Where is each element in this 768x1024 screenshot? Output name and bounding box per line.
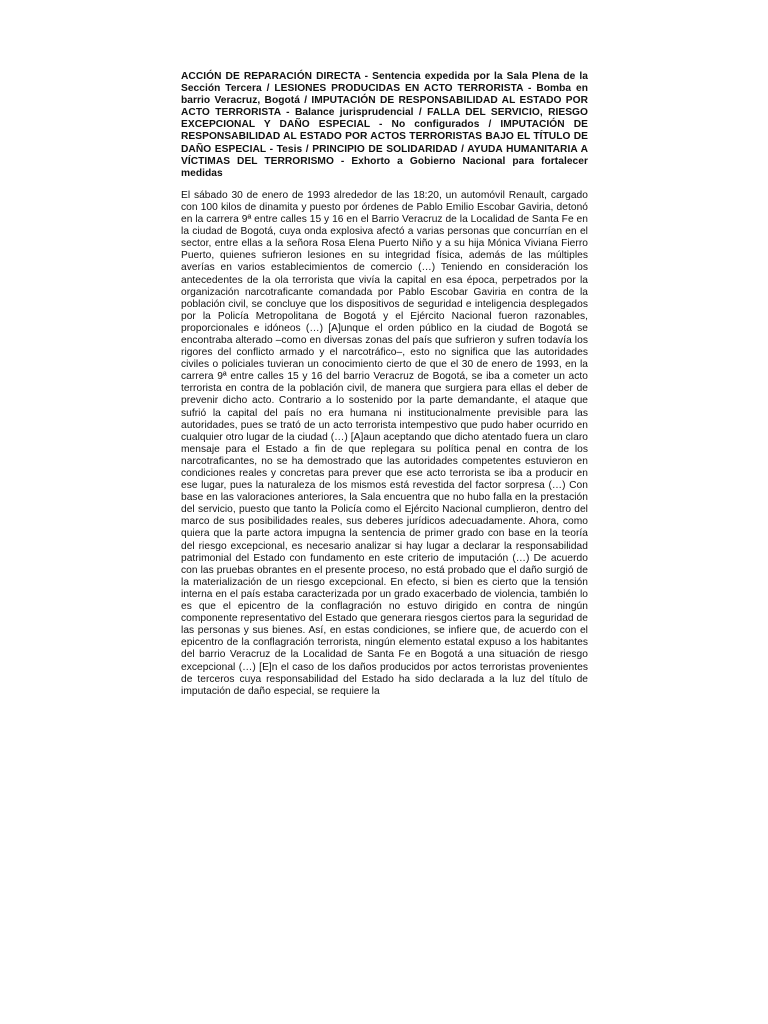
document-summary-heading: ACCIÓN DE REPARACIÓN DIRECTA - Sentencia expedida por la Sala Plena de la Sección Tercera / LESIONES PRODUCIDAS EN ACTO TERRORISTA - Bomba en barrio Veracruz, Bogotá / IMPUTACIÓN DE RESPONSABILIDAD AL ESTADO POR ACTO TERRORISTA - Balance jurisprudencial / FALLA DEL SERVICIO, RIESGO EXCEPCIONAL Y DAÑO ESPECIAL - No configurados / IMPUTACIÓN DE RESPONSABILIDAD AL ESTADO POR ACTOS TERRORISTAS BAJO EL TÍTULO DE DAÑO ESPECIAL - Tesis / PRINCIPIO DE SOLIDARIDAD / AYUDA HUMANITARIA A VÍCTIMAS DEL TERRORISMO - Exhorto a Gobierno Nacional para fortalecer medidas <box>181 71 588 179</box>
document-page <box>181 71 588 698</box>
document-body-paragraph: El sábado 30 de enero de 1993 alrededor de las 18:20, un automóvil Renault, cargado con 100 kilos de dinamita y puesto por órdenes de Pablo Emilio Escobar Gaviria, detonó en la carrera 9ª entre calles 15 y 16 en el Barrio Veracruz de la Localidad de Santa Fe en la ciudad de Bogotá, cuya onda explosiva afectó a varias personas que concurrían en el sector, entre ellas a la señora Rosa Elena Puerto Niño y a su hija Mónica Viviana Fierro Puerto, quienes sufrieron lesiones en su integridad física, además de las múltiples averías en varios establecimientos de comercio (…) Teniendo en consideración los antecedentes de la ola terrorista que vivía la capital en esa época, perpetrados por la organización narcotraficante comandada por Pablo Escobar Gaviria en contra de la población civil, se concluye que los dispositivos de seguridad e inteligencia desplegados por la Policía Metropolitana de Bogotá y el Ejército Nacional fueron razonables, proporcionales e idóneos (…) [A]unque el orden público en la ciudad de Bogotá se encontraba alterado –como en diversas zonas del país que sufrieron y sufren todavía los rigores del conflicto armado y el narcotráfico–, esto no significa que las autoridades civiles o policiales tuvieran un conocimiento cierto de que el 30 de enero de 1993, en la carrera 9ª entre calles 15 y 16 del barrio Veracruz de Bogotá, se iba a cometer un acto terrorista en contra de la población civil, de manera que surgiera para ellas el deber de prevenir dicho acto. Contrario a lo sostenido por la parte demandante, el ataque que sufrió la capital del país no era humana ni institucionalmente previsible para las autoridades, pues se trató de un acto terrorista intempestivo que pudo haber ocurrido en cualquier otro lugar de la ciudad (…) [A]aun aceptando que dicho atentado fuera un claro mensaje para el Estado a fin de que replegara su política penal en contra de los narcotraficantes, no se ha demostrado que las autoridades competentes estuvieron en condiciones reales y concretas para prever que ese acto terrorista se iba a producir en ese lugar, pues la naturaleza de los mismos está revestida del factor sorpresa (…) Con base en las valoraciones anteriores, la Sala encuentra que no hubo falla en la prestación del servicio, puesto que tanto la Policía como el Ejército Nacional cumplieron, dentro del marco de sus posibilidades reales, sus deberes jurídicos adecuadamente. Ahora, como quiera que la parte actora impugna la sentencia de primer grado con base en la teoría del riesgo excepcional, es necesario analizar si hay lugar a declarar la responsabilidad patrimonial del Estado con fundamento en este criterio de imputación (…) De acuerdo con las pruebas obrantes en el presente proceso, no está probado que el daño surgió de la materialización de un riesgo excepcional. En efecto, si bien es cierto que la tensión interna en el país estaba caracterizada por un grado exacerbado de violencia, también lo es que el epicentro de la conflagración no estuvo dirigido en contra de ningún componente representativo del Estado que generara riesgos ciertos para la seguridad de las personas y sus bienes. Así, en estas condiciones, se infiere que, de acuerdo con el epicentro de la conflagración terrorista, ningún elemento estatal expuso a los habitantes del barrio Veracruz de la Localidad de Santa Fe en Bogotá a una situación de riesgo excepcional (…) [E]n el caso de los daños producidos por actos terroristas provenientes de terceros cuya responsabilidad del Estado ha sido declarada a la luz del título de imputación de daño especial, se requiere la <box>181 189 588 697</box>
